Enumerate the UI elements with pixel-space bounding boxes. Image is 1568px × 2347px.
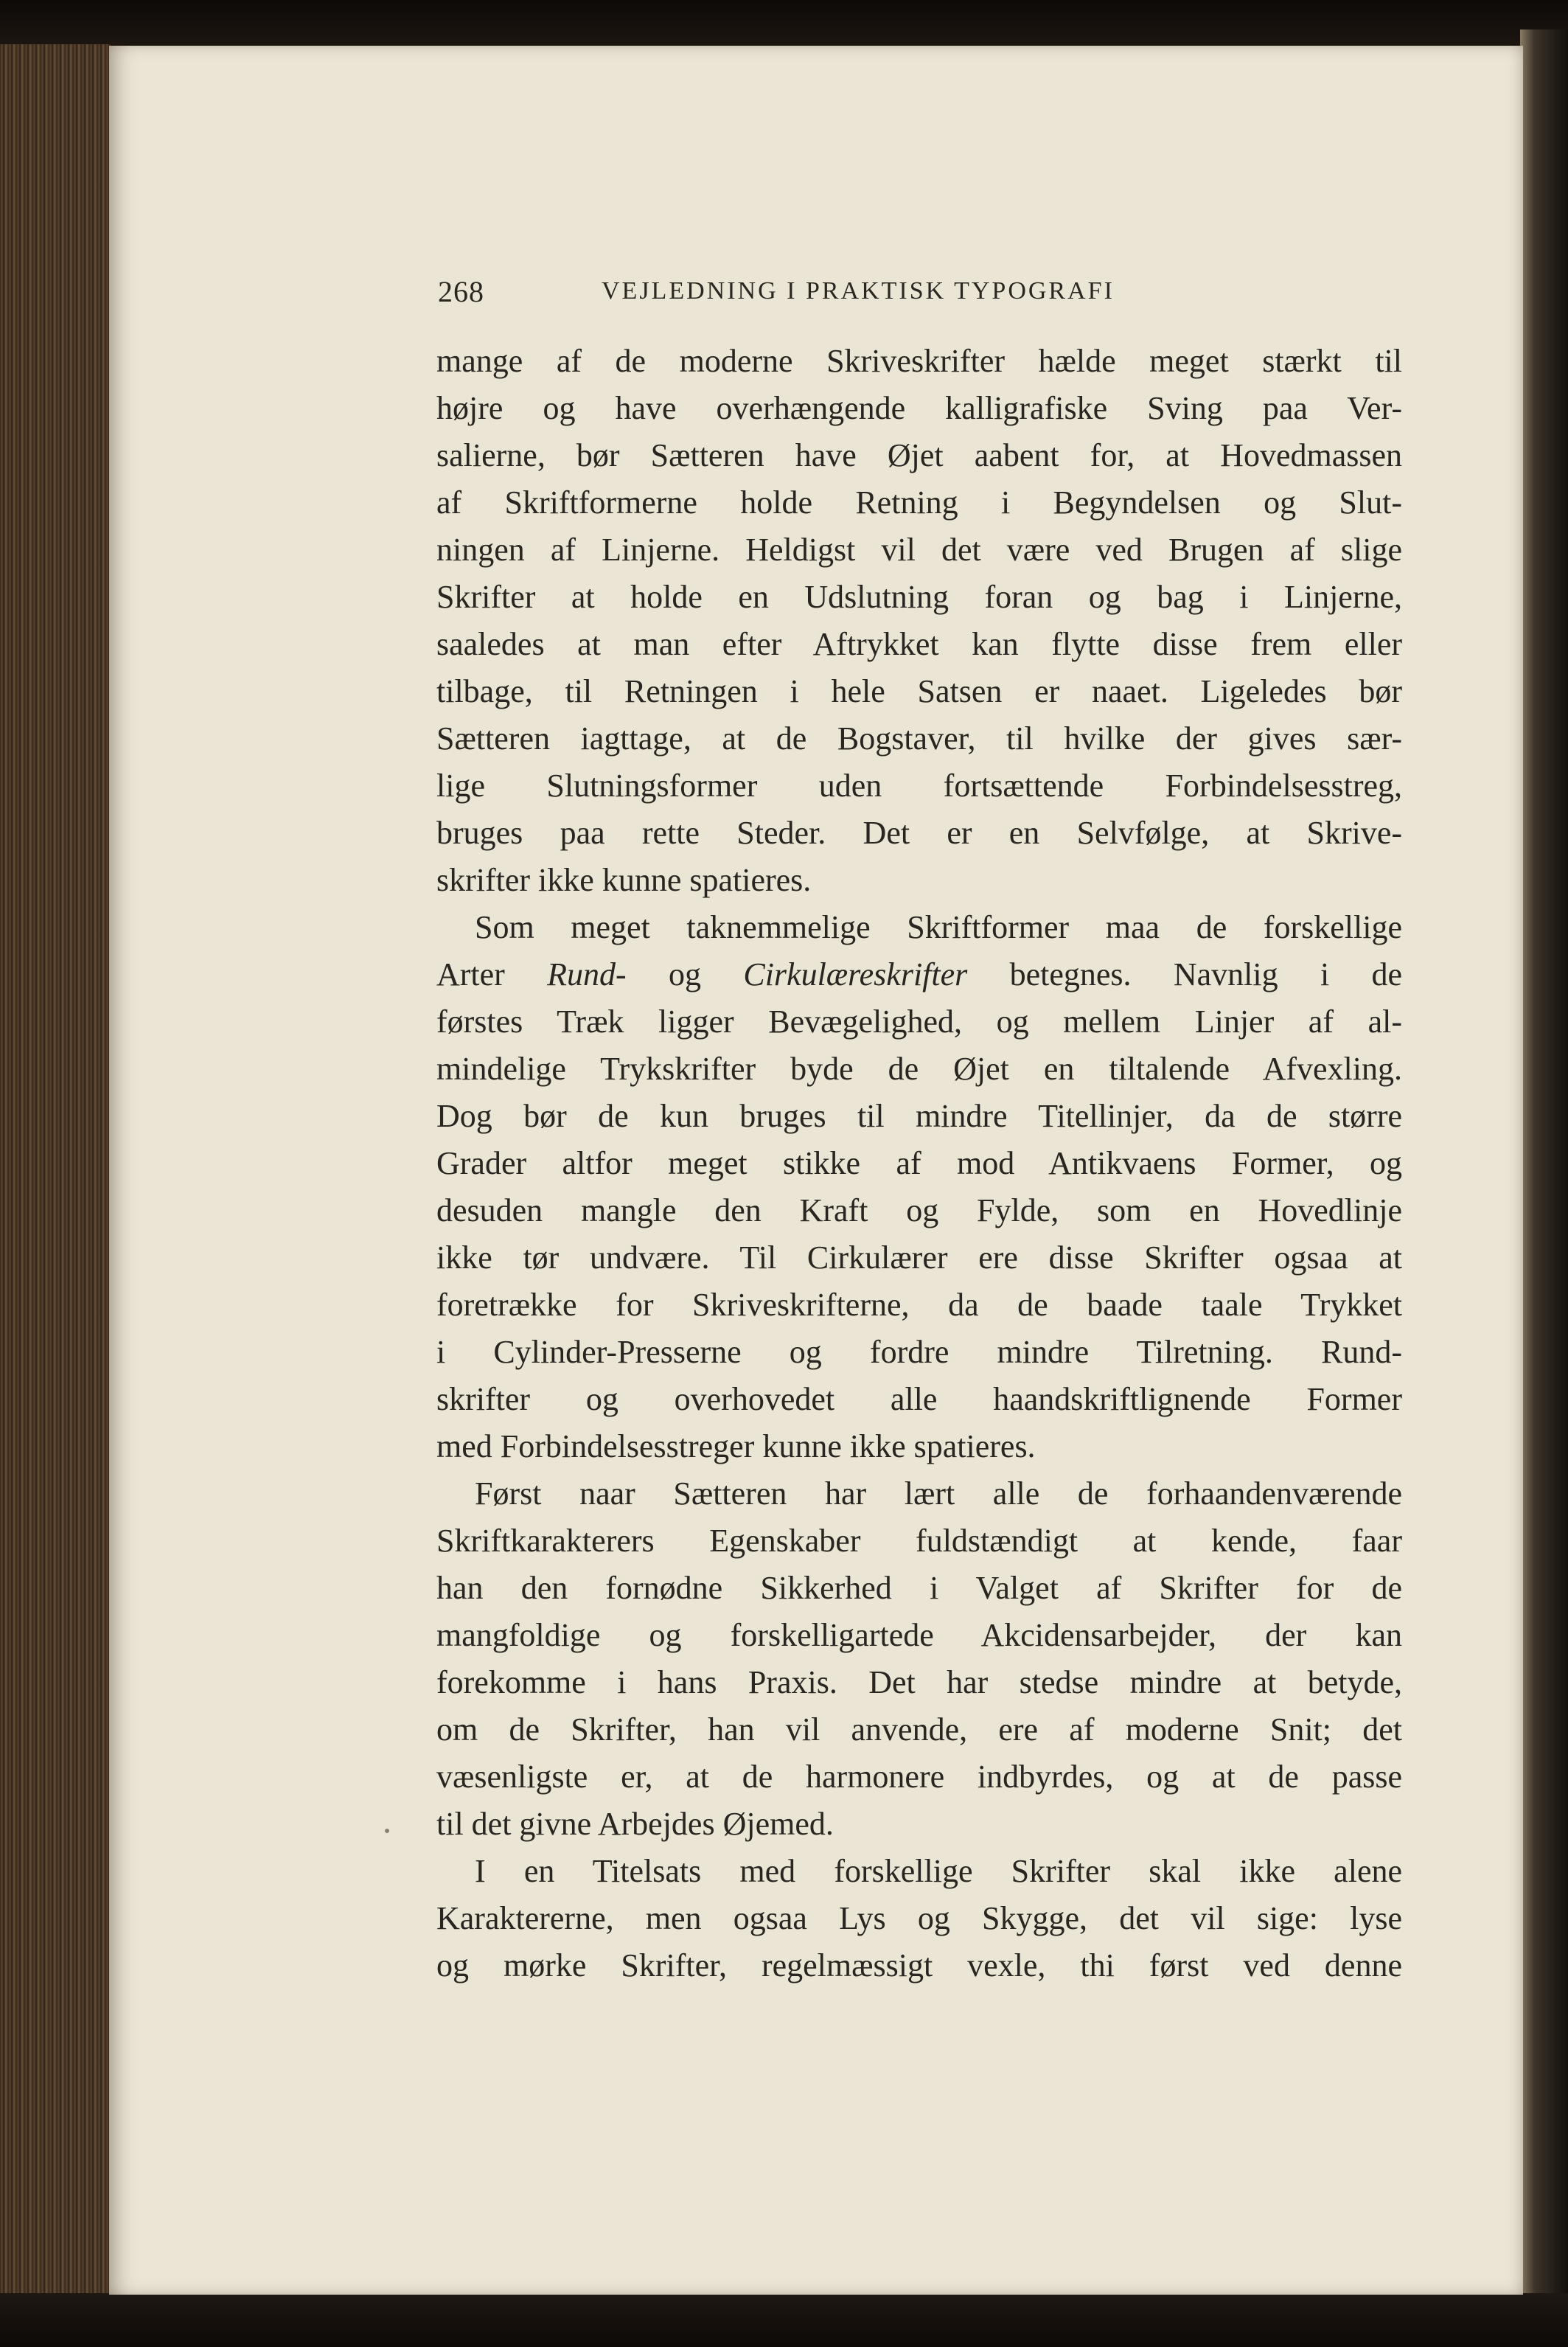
italic-term: Rund- bbox=[547, 956, 627, 992]
body-text bbox=[436, 338, 1402, 1989]
running-head bbox=[438, 267, 1404, 319]
text-line: I en Titelsats med forskellige Skrifter skal ikke alene bbox=[475, 1853, 1402, 1889]
text-line: skrifter og overhovedet alle haandskriftlignende Former bbox=[436, 1381, 1402, 1417]
scan-bottom-edge bbox=[0, 2293, 1568, 2347]
text-fragment: og bbox=[669, 956, 702, 992]
text-fragment: Arter bbox=[436, 956, 505, 992]
text-line: Grader altfor meget stikke af mod Antikvaens Former, og bbox=[436, 1145, 1402, 1181]
text-line: han den fornødne Sikkerhed i Valget af Skrifter for de bbox=[436, 1570, 1402, 1606]
book-page-edges-left bbox=[0, 44, 111, 2301]
text-line: salierne, bør Sætteren have Øjet aabent for, at Hovedmassen bbox=[436, 437, 1402, 473]
text-line: med Forbindelsesstreger kunne ikke spatieres. bbox=[436, 1428, 1036, 1464]
text-line: ningen af Linjerne. Heldigst vil det være ved Brugen af slige bbox=[436, 532, 1402, 568]
text-line: væsenligste er, at de harmonere indbyrdes, og at de passe bbox=[436, 1759, 1402, 1795]
text-fragment: betegnes. Navnlig i de bbox=[1009, 956, 1402, 992]
text-line: mange af de moderne Skriveskrifter hælde meget stærkt til bbox=[436, 343, 1402, 379]
book-edge-right bbox=[1520, 29, 1568, 2315]
text-line: af Skriftformerne holde Retning i Begyndelsen og Slut- bbox=[436, 484, 1402, 521]
text-line: Skriftkarakterers Egenskaber fuldstændigt at kende, faar bbox=[436, 1523, 1402, 1559]
text-line: Dog bør de kun bruges til mindre Titellinjer, da de større bbox=[436, 1098, 1402, 1134]
text-line-with-italics bbox=[436, 951, 1402, 998]
text-line: foretrække for Skriveskrifterne, da de baade taale Trykket bbox=[436, 1287, 1402, 1323]
text-line: Som meget taknemmelige Skriftformer maa de forskellige bbox=[475, 909, 1402, 945]
text-line: førstes Træk ligger Bevægelighed, og mellem Linjer af al- bbox=[436, 1004, 1402, 1040]
text-line: skrifter ikke kunne spatieres. bbox=[436, 862, 812, 898]
running-title: VEJLEDNING I PRAKTISK TYPOGRAFI bbox=[602, 277, 1115, 305]
text-line: desuden mangle den Kraft og Fylde, som en Hovedlinje bbox=[436, 1192, 1402, 1228]
text-line: lige Slutningsformer uden fortsættende Forbindelsesstreg, bbox=[436, 768, 1402, 804]
text-line: om de Skrifter, han vil anvende, ere af moderne Snit; det bbox=[436, 1711, 1402, 1748]
text-line: i Cylinder-Presserne og fordre mindre Tilretning. Rund- bbox=[436, 1334, 1402, 1370]
text-line: højre og have overhængende kalligrafiske Sving paa Ver- bbox=[436, 390, 1402, 426]
text-line: tilbage, til Retningen i hele Satsen er naaet. Ligeledes bør bbox=[436, 673, 1402, 709]
page-number: 268 bbox=[438, 275, 484, 308]
text-line: ikke tør undvære. Til Cirkulærer ere disse Skrifter ogsaa at bbox=[436, 1239, 1402, 1276]
scan-top-edge bbox=[0, 0, 1568, 52]
text-line: saaledes at man efter Aftrykket kan flytte disse frem eller bbox=[436, 626, 1402, 662]
text-line: til det givne Arbejdes Øjemed. bbox=[436, 1806, 834, 1842]
text-line: Først naar Sætteren har lært alle de forhaandenværende bbox=[475, 1475, 1402, 1512]
text-line: Skrifter at holde en Udslutning foran og bag i Linjerne, bbox=[436, 579, 1402, 615]
italic-term: Cirkulæreskrifter bbox=[743, 956, 968, 992]
text-line: mangfoldige og forskelligartede Akcidensarbejder, der kan bbox=[436, 1617, 1402, 1653]
text-line: forekomme i hans Praxis. Det har stedse mindre at betyde, bbox=[436, 1664, 1402, 1700]
margin-dot bbox=[385, 1829, 389, 1833]
text-line: mindelige Trykskrifter byde de Øjet en tiltalende Afvexling. bbox=[436, 1051, 1402, 1087]
text-line: og mørke Skrifter, regelmæssigt vexle, thi først ved denne bbox=[436, 1947, 1402, 1983]
text-line: bruges paa rette Steder. Det er en Selvfølge, at Skrive- bbox=[436, 815, 1402, 851]
text-line: Sætteren iagttage, at de Bogstaver, til hvilke der gives sær- bbox=[436, 720, 1402, 757]
text-line: Karaktererne, men ogsaa Lys og Skygge, det vil sige: lyse bbox=[436, 1900, 1402, 1936]
